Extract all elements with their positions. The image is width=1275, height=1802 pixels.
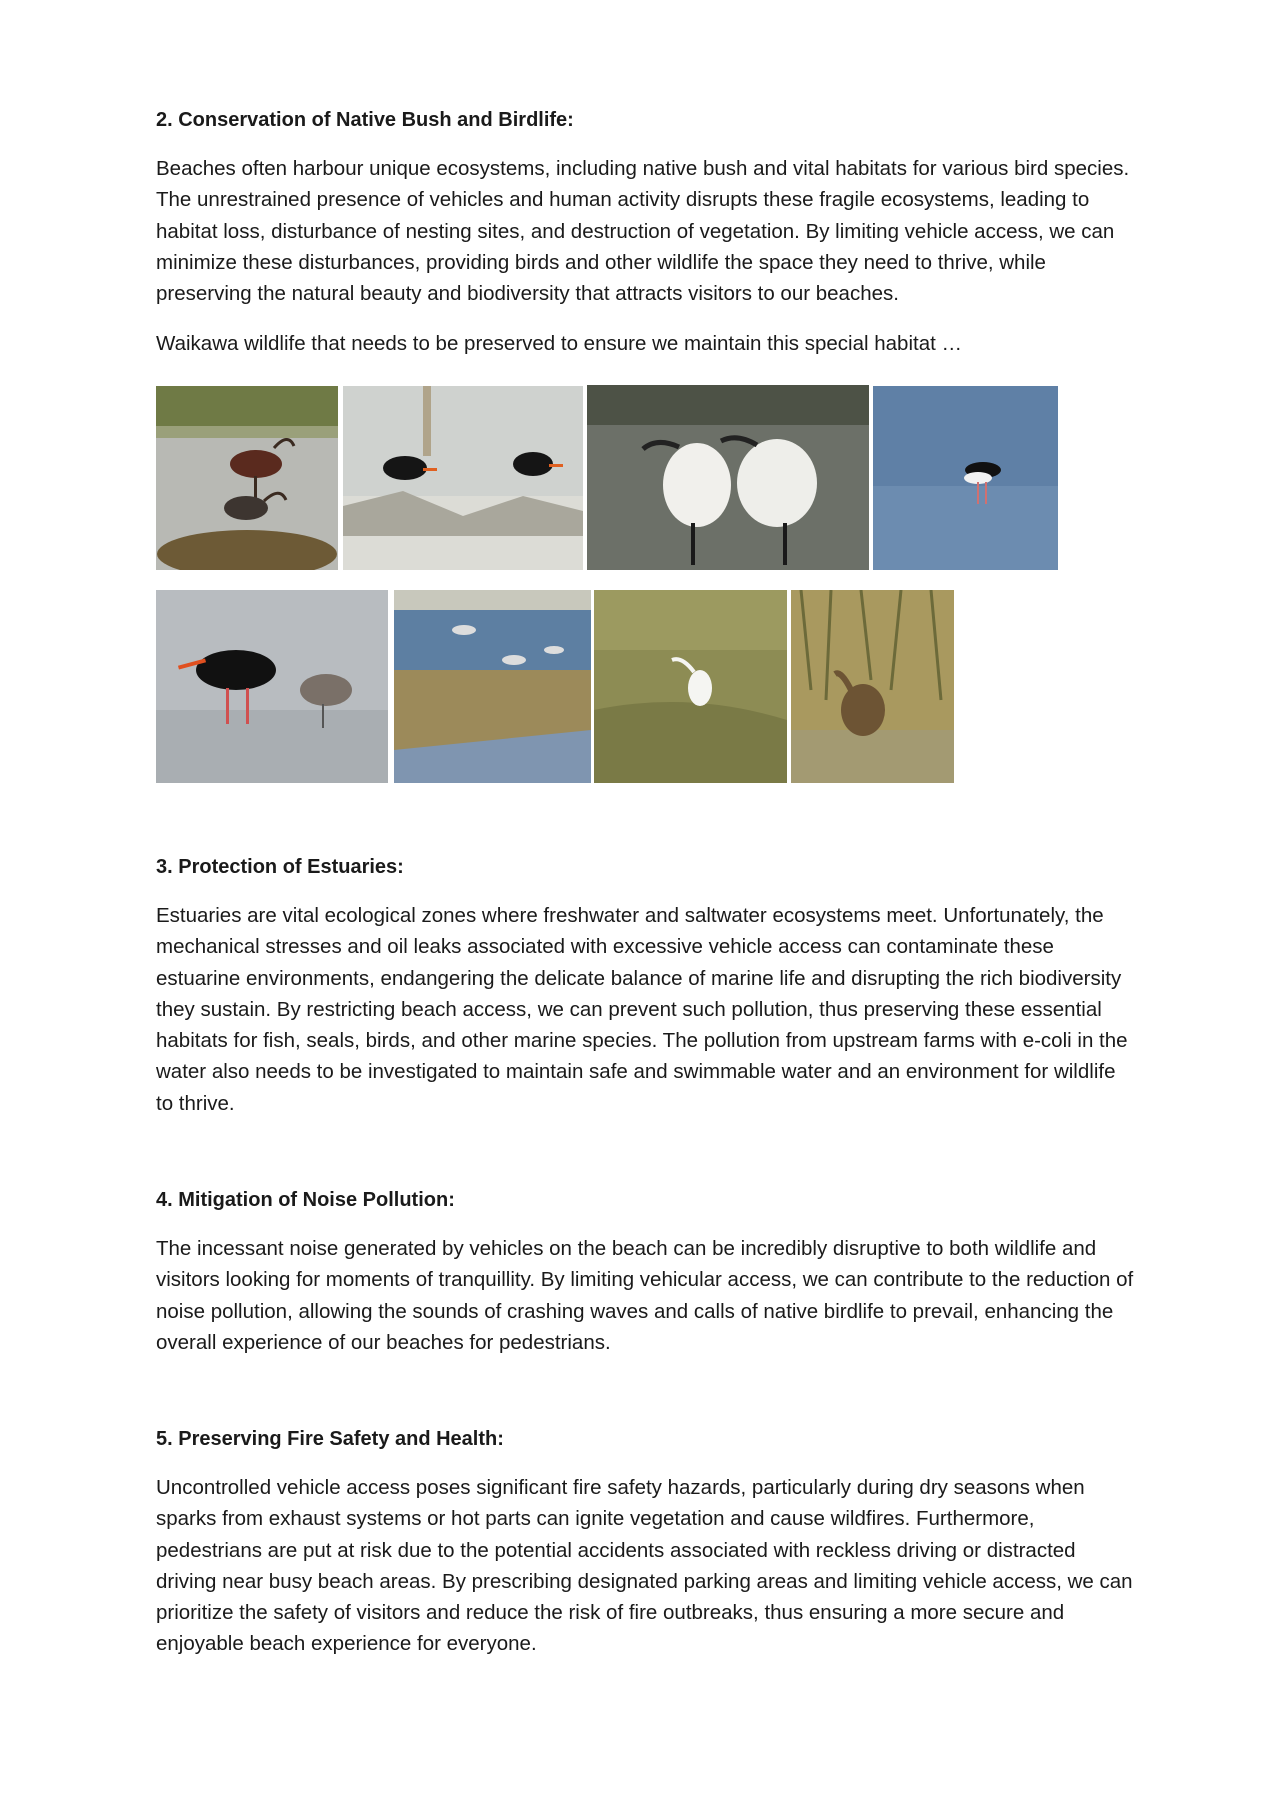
section-heading-fire-safety: 5. Preserving Fire Safety and Health: [156,1428,504,1450]
section-heading-estuaries: 3. Protection of Estuaries: [156,856,404,878]
section-body-estuaries: Estuaries are vital ecological zones where freshwater and saltwater ecosystems meet. Unfortunately, the mechanical stresses and oil leaks associated with excessive vehicle access can contaminate these estuarine environments, endangering the delicate balance of marine life and disrupting the rich biodiversity they sustain. By restricting beach access, we can prevent such pollution, thus preserving these essential habitats for fish, seals, birds, and other marine species. The pollution from upstream farms with e-coli in the water also needs to be investigated to maintain safe and swimmable water and an environment for wildlife to thrive. [156,904,1128,1115]
wading-birds-reflection-photo [394,590,591,783]
section-body-conservation: Beaches often harbour unique ecosystems, including native bush and vital habitats for various bird species. The unrestrained presence of vehicles and human activity disrupts these fragile ecosystems, leading to habitat loss, disturbance of nesting sites, and destruction of vegetation. By limiting vehicle access, we can minimize these disturbances, providing birds and other wildlife the space they need to thrive, while preserving the natural beauty and biodiversity that attracts visitors to our beaches. [156,157,1130,306]
glossy-ibis-photo [156,386,338,570]
wildlife-intro-text: Waikawa wildlife that needs to be preserved to ensure we maintain this special habitat … [156,332,962,355]
section-body-fire-safety: Uncontrolled vehicle access poses significant fire safety hazards, particularly during dry seasons when sparks from exhaust systems or hot parts can ignite vegetation and cause wildfires. Furthermore, pedestrians are put at risk due to the potential accidents associated with reckless driving or distracted driving near busy beach areas. By prescribing designated parking areas and limiting vehicle access, we can prioritize the safety of visitors and reduce the risk of fire outbreaks, thus ensuring a more secure and enjoyable beach experience for everyone. [156,1476,1133,1656]
section-body-noise: The incessant noise generated by vehicles on the beach can be incredibly disruptive to both wildlife and visitors looking for moments of tranquillity. By limiting vehicular access, we can contribute to the reduction of noise pollution, allowing the sounds of crashing waves and calls of native birdlife to prevail, enhancing the overall experience of our beaches for pedestrians. [156,1237,1134,1354]
section-heading-conservation: 2. Conservation of Native Bush and Birdlife: [156,109,574,131]
oystercatcher-with-chick-photo [156,590,388,783]
white-heron-photo [594,590,787,783]
section-heading-noise: 4. Mitigation of Noise Pollution: [156,1189,455,1211]
stilt-wading-photo [873,386,1058,570]
oystercatchers-on-shore-photo [343,386,583,570]
bittern-in-grass-photo [791,590,954,783]
royal-spoonbills-photo [587,385,869,570]
